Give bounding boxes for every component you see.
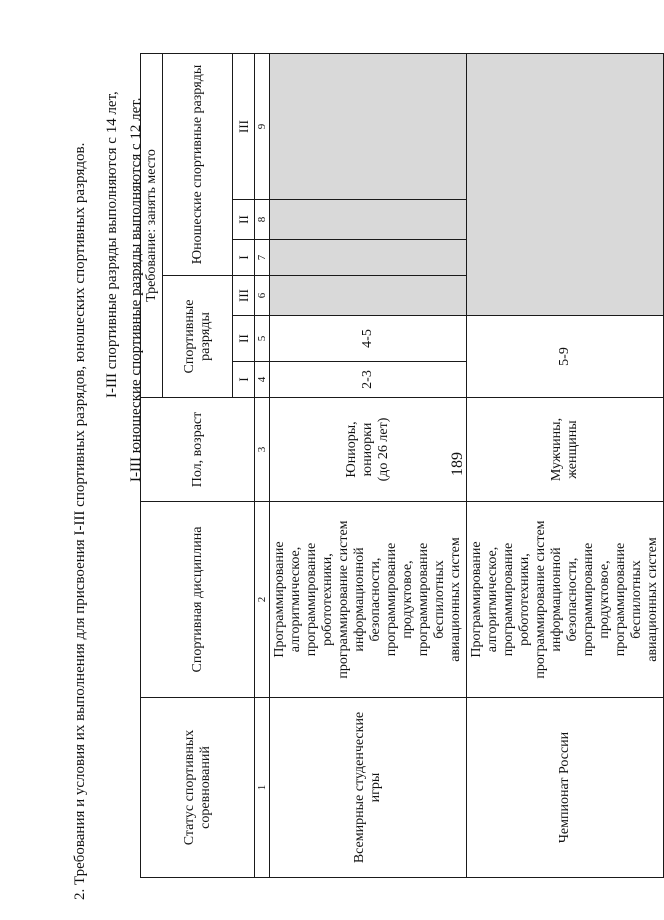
header-rank-III: III	[233, 276, 255, 316]
cell-sport-rank-III-empty	[270, 276, 467, 316]
row-status: Всемирные студенческие игры	[270, 698, 467, 878]
section-heading: 2. Требования и условия их выполнения для присвоения I-III спортивных разрядов, юношеских спортивных разрядов.	[72, 142, 88, 900]
page-number: 189	[449, 452, 466, 476]
cell-sport-rank-II: 4-5	[270, 316, 467, 362]
column-number: 2	[255, 502, 270, 698]
column-number: 8	[255, 200, 270, 240]
column-number: 6	[255, 276, 270, 316]
column-number: 3	[255, 398, 270, 502]
header-rank-I: I	[233, 362, 255, 398]
cell-ranks-empty	[467, 54, 664, 316]
row-discipline: Программирование алгоритмическое, программирование робототехники, программирование систем информационной безопасности, программирование продуктовое, программирование беспилотных авиационных систем	[270, 502, 467, 698]
header-requirement: Требование: занять место	[141, 54, 163, 398]
row-gender-age: Мужчины, женщины	[467, 398, 664, 502]
row-status: Чемпионат России	[467, 698, 664, 878]
header-youth-ranks: Юношеские спортивные разряды	[163, 54, 233, 276]
header-youth-rank-II: II	[233, 200, 255, 240]
cell-youth-rank-I-empty	[270, 240, 467, 276]
table-row	[467, 54, 664, 878]
header-status: Статус спортивных соревнований	[141, 698, 255, 878]
column-number: 7	[255, 240, 270, 276]
header-discipline: Спортивная дисциплина	[141, 502, 255, 698]
header-rank-II: II	[233, 316, 255, 362]
column-number: 1	[255, 698, 270, 878]
column-number: 4	[255, 362, 270, 398]
row-discipline: Программирование алгоритмическое, программирование робототехники, программирование систем информационной безопасности, программирование продуктовое, программирование беспилотных авиационных систем	[467, 502, 664, 698]
table-row	[270, 54, 467, 878]
row-gender-age: Юниоры, юниорки (до 26 лет)	[270, 398, 467, 502]
age-note-sport-ranks: I-III спортивные разряды выполняются с 14 лет,	[104, 91, 120, 398]
cell-youth-rank-II-empty	[270, 200, 467, 240]
header-youth-rank-III: III	[233, 54, 255, 200]
header-sport-ranks: Спортивные разряды	[163, 276, 233, 398]
cell-sport-rank-I: 5-9	[467, 316, 664, 398]
column-number: 9	[255, 54, 270, 200]
header-gender-age: Пол, возраст	[141, 398, 255, 502]
requirements-table	[140, 53, 664, 878]
age-note-youth-ranks: I-III юношеские спортивные разряды выполняются с 12 лет.	[128, 97, 144, 482]
column-number: 5	[255, 316, 270, 362]
header-youth-rank-I: I	[233, 240, 255, 276]
cell-youth-rank-III-empty	[270, 54, 467, 200]
cell-sport-rank-I: 2-3	[270, 362, 467, 398]
